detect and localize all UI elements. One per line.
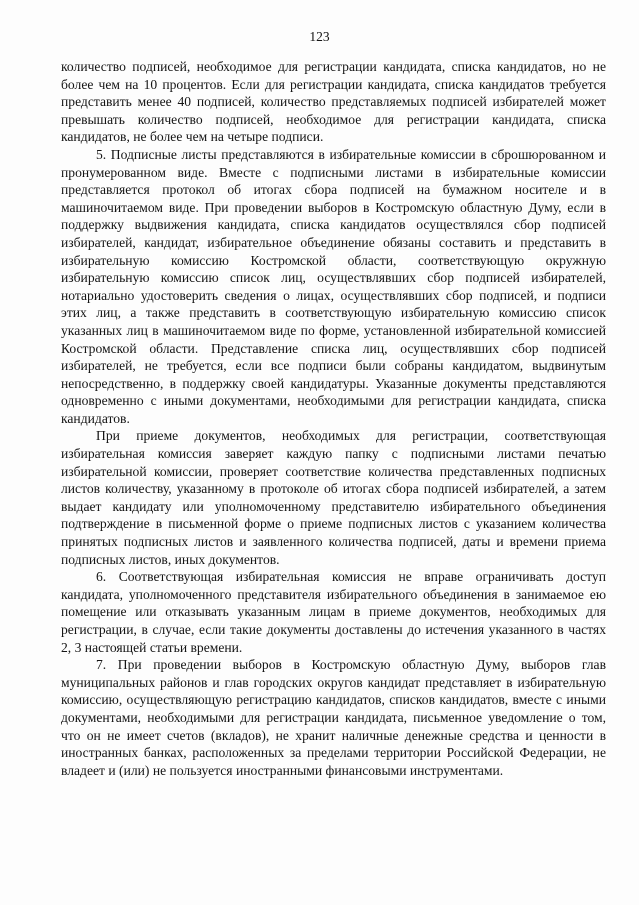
paragraph-document-acceptance: При приеме документов, необходимых для регистрации, соответствующая избирательная комиссия заверяет каждую папку с подписными листами печатью избирательной комиссии, проверяет соответствие количества представленных подписных листов количеству, указанному в протоколе об итогах сбора подписей избирателей, а затем выдает кандидату или уполномоченному представителю избирательного объединения подтверждение в письменной форме о приеме подписных листов с указанием количества принятых подписных листов и заявленного количества подписей, даты и времени приема подписных листов, иных документов.	[61, 428, 606, 567]
document-body	[61, 58, 606, 779]
paragraph-item-5: 5. Подписные листы представляются в избирательные комиссии в сброшюрованном и пронумерованном виде. Вместе с подписными листами в избирательные комиссии представляется протокол об итогах сбора подписей на бумажном носителе и в машиночитаемом виде. При проведении выборов в Костромскую областную Думу, если в поддержку выдвижения кандидата, списка кандидатов осуществлялся сбор подписей избирателей, кандидат, избирательное объединение обязаны составить и представить в избирательную комиссию Костромской области, соответствующую окружную избирательную комиссию список лиц, осуществлявших сбор подписей избирателей, нотариально удостоверить сведения о лицах, осуществлявших сбор подписей, и подписи этих лиц, а также представить в соответствующую избирательную комиссию список указанных лиц в машиночитаемом виде по форме, установленной избирательной комиссией Костромской области. Представление списка лиц, осуществлявших сбор подписей избирателей, не требуется, если все подписи были собраны кандидатом, выдвинутым непосредственно, в поддержку своей кандидатуры. Указанные документы представляются одновременно с иными документами, необходимыми для регистрации кандидата, списка кандидатов.	[61, 146, 606, 426]
page-number: 123	[309, 29, 330, 44]
paragraph-continuation: количество подписей, необходимое для регистрации кандидата, списка кандидатов, но не более чем на 10 процентов. Если для регистрации кандидата, списка кандидатов требуется представить менее 40 подписей, количество представляемых подписей избирателей может превышать количество подписей, необходимое для регистрации кандидата, списка кандидатов, не более чем на четыре подписи.	[61, 59, 606, 145]
paragraph-item-7: 7. При проведении выборов в Костромскую областную Думу, выборов глав муниципальных районов и глав городских округов кандидат представляет в избирательную комиссию, осуществляющую регистрацию кандидатов, списков кандидатов, вместе с иными документами, необходимыми для регистрации кандидата, письменное уведомление о том, что он не имеет счетов (вкладов), не хранит наличные денежные средства и ценности в иностранных банках, расположенных за пределами территории Российской Федерации, не владеет и (или) не пользуется иностранными финансовыми инструментами.	[61, 657, 606, 778]
paragraph-item-6: 6. Соответствующая избирательная комиссия не вправе ограничивать доступ кандидата, уполномоченного представителя избирательного объединения в занимаемое ею помещение или отказывать указанным лицам в приеме документов, необходимых для регистрации, в случае, если такие документы доставлены до истечения указанного в частях 2, 3 настоящей статьи времени.	[61, 569, 606, 655]
